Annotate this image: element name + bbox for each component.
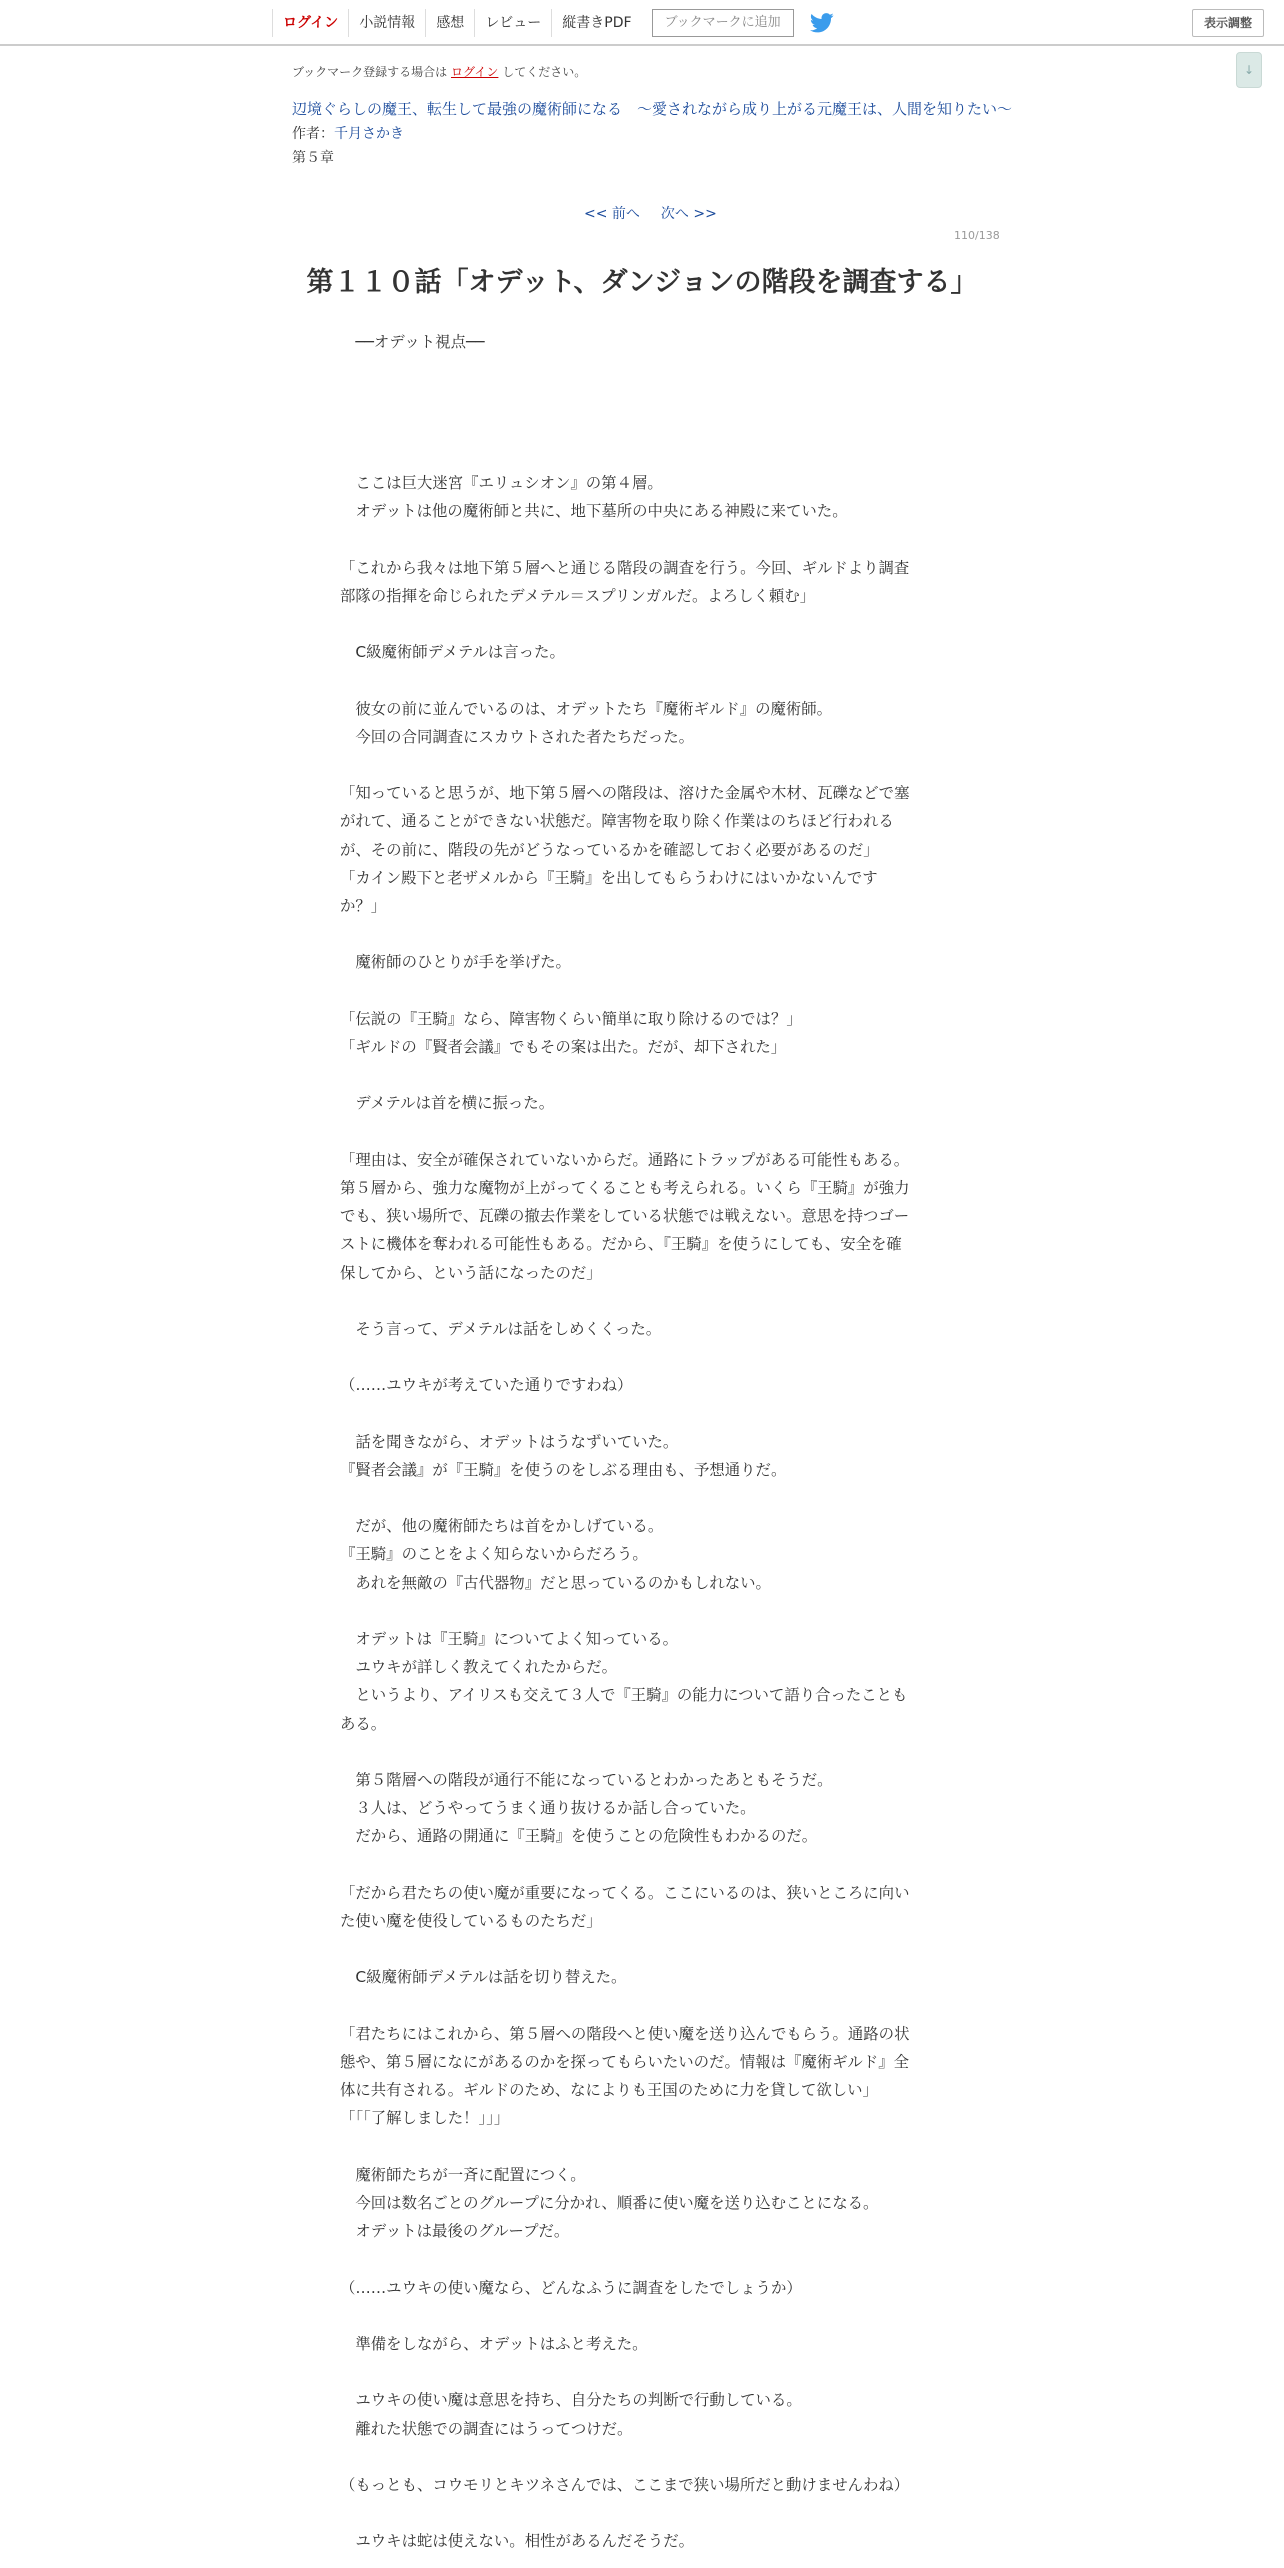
body-line: オデットは『王騎』についてよく知っている。 <box>340 1630 678 1649</box>
notice-prefix: ブックマーク登録する場合は <box>292 65 448 79</box>
notice-suffix: してください。 <box>502 65 587 79</box>
body-line <box>340 384 940 412</box>
body-line: た使い魔を使役しているものたちだ」 <box>340 1912 602 1931</box>
body-line: 「ギルドの『賢者会議』でもその案は出た。だが、却下された」 <box>340 1037 787 1056</box>
author-line <box>292 123 404 143</box>
body-line: ユウキは蛇は使えない。相性があるんだそうだ。 <box>340 2532 694 2551</box>
body-line: ユウキが詳しく教えてくれたからだ。 <box>340 1658 618 1677</box>
body-line: （……ユウキの使い魔なら、どんなふうに調査をしたでしょうか） <box>340 2278 802 2297</box>
body-line: 「君たちにはこれから、第５層への階段へと使い魔を送り込んでもらう。通路の状 <box>340 2024 910 2043</box>
body-line: が、その前に、階段の先がどうなっているかを確認しておく必要があるのだ」 <box>340 840 879 859</box>
body-line: 「「「了解しました！」」」 <box>340 2109 510 2128</box>
body-line: 今回は数名ごとのグループに分かれ、順番に使い魔を送り込むことになる。 <box>340 2194 879 2213</box>
top-navigation-bar <box>0 0 1284 46</box>
body-line: 部隊の指揮を命じられたデメテル＝スプリンガルだ。よろしく頼む」 <box>340 586 816 605</box>
body-line: （もっとも、コウモリとキツネさんでは、ここまで狭い場所だと動けませんわね） <box>340 2476 910 2495</box>
author-link[interactable]: 千月さかき <box>334 126 404 142</box>
body-line <box>340 2443 940 2471</box>
body-line: だが、他の魔術師たちは首をかしげている。 <box>340 1517 664 1536</box>
body-line <box>340 2245 940 2273</box>
body-line <box>340 356 940 384</box>
body-line: 魔術師のひとりが手を挙げた。 <box>340 953 571 972</box>
body-line: 準備をしながら、オデットはふと考えた。 <box>340 2335 648 2354</box>
body-line <box>340 1935 940 1963</box>
body-line: か？」 <box>340 896 387 915</box>
next-episode-link[interactable]: 次へ >> <box>660 206 717 222</box>
body-line: というより、アイリスも交えて３人で『王騎』の能力について語り合ったことも <box>340 1686 908 1705</box>
scroll-down-tab[interactable]: ↓ <box>1236 52 1262 88</box>
prev-episode-link[interactable]: << 前へ <box>584 206 640 222</box>
body-line: オデットは最後のグループだ。 <box>340 2222 570 2241</box>
body-line: 「知っていると思うが、地下第５層への階段は、溶けた金属や木材、瓦礫などで塞 <box>340 784 910 803</box>
body-line <box>340 610 940 638</box>
body-line <box>340 920 940 948</box>
body-line: 離れた状態での調査にはうってつけだ。 <box>340 2419 633 2438</box>
twitter-icon-svg <box>810 13 834 33</box>
notice-login-link[interactable]: ログイン <box>451 65 499 79</box>
body-line: 保してから、という話になったのだ」 <box>340 1263 602 1282</box>
body-line: 「だから君たちの使い魔が重要になってくる。ここにいるのは、狭いところに向い <box>340 1883 910 1902</box>
body-line <box>340 1484 940 1512</box>
body-line: 「理由は、安全が確保されていないからだ。通路にトラップがある可能性もある。 <box>340 1150 910 1169</box>
body-line <box>340 1851 940 1879</box>
episode-title: 第１１０話「オデット、ダンジョンの階段を調査する」 <box>306 267 978 298</box>
body-line <box>340 1343 940 1371</box>
login-link[interactable]: ログイン <box>272 9 348 37</box>
bookmark-login-notice <box>292 63 586 80</box>
impressions-link[interactable]: 感想 <box>425 9 474 37</box>
body-line: ここは巨大迷宮『エリュシオン』の第４層。 <box>340 473 663 492</box>
body-line: 第５階層への階段が通行不能になっているとわかったあともそうだ。 <box>340 1771 833 1790</box>
review-link[interactable]: レビュー <box>474 9 551 37</box>
main-nav <box>272 9 836 37</box>
page-count: 110/138 <box>954 229 1000 242</box>
body-line: C級魔術師デメテルは話を切り替えた。 <box>340 1968 627 1987</box>
body-line: C級魔術師デメテルは言った。 <box>340 643 565 662</box>
body-line: だから、通路の開通に『王騎』を使うことの危険性もわかるのだ。 <box>340 1827 818 1846</box>
body-line <box>340 666 940 694</box>
body-line: あれを無敵の『古代器物』だと思っているのかもしれない。 <box>340 1573 771 1592</box>
body-line: 彼女の前に並んでいるのは、オデットたち『魔術ギルド』の魔術師。 <box>340 699 833 718</box>
body-line: でも、狭い場所で、瓦礫の撤去作業をしている状態では戦えない。意思を持つゴー <box>340 1207 910 1226</box>
series-title-link[interactable]: 辺境ぐらしの魔王、転生して最強の魔術師になる 〜愛されながら成り上がる元魔王は、人間を知りたい〜 <box>292 100 1013 118</box>
body-line: ３人は、どうやってうまく通り抜けるか話し合っていた。 <box>340 1799 756 1818</box>
body-line: 態や、第５層になにがあるのかを探ってもらいたいのだ。情報は『魔術ギルド』全 <box>340 2053 909 2072</box>
body-line <box>340 441 940 469</box>
body-line <box>340 977 940 1005</box>
body-line: 第５層から、強力な魔物が上がってくることも考えられる。いくら『王騎』が強力 <box>340 1178 910 1197</box>
body-line: 魔術師たちが一斉に配置につく。 <box>340 2165 586 2184</box>
body-line <box>340 525 940 553</box>
body-line <box>340 1287 940 1315</box>
body-line: （……ユウキが考えていた通りですわね） <box>340 1376 633 1395</box>
body-line <box>340 413 940 441</box>
body-line <box>340 2358 940 2386</box>
body-line: 『王騎』のことをよく知らないからだろう。 <box>340 1545 648 1564</box>
body-line <box>340 2133 940 2161</box>
body-line: デメテルは首を横に振った。 <box>340 1094 555 1113</box>
vertical-pdf-link[interactable]: 縦書きPDF <box>551 9 641 37</box>
body-line: 今回の合同調査にスカウトされた者たちだった。 <box>340 727 694 746</box>
add-bookmark-button[interactable]: ブックマークに追加 <box>652 9 794 37</box>
body-line: ユウキの使い魔は意思を持ち、自分たちの判断で行動している。 <box>340 2391 802 2410</box>
twitter-bird-icon[interactable] <box>810 12 836 34</box>
body-line: ある。 <box>340 1714 387 1733</box>
body-line: そう言って、デメテルは話をしめくくった。 <box>340 1319 662 1338</box>
body-line <box>340 1061 940 1089</box>
body-line: ストに機体を奪われる可能性もある。だから、『王騎』を使うにしても、安全を確 <box>340 1235 902 1254</box>
body-line: オデットは他の魔術師と共に、地下墓所の中央にある神殿に来ていた。 <box>340 502 848 521</box>
body-line <box>340 1597 940 1625</box>
novel-info-link[interactable]: 小説情報 <box>348 9 425 37</box>
body-line: がれて、通ることができない状態だ。障害物を取り除く作業はのちほど行われる <box>340 812 894 831</box>
body-line <box>340 751 940 779</box>
author-label: 作者： <box>292 126 334 142</box>
body-line <box>340 1118 940 1146</box>
chapter-label: 第５章 <box>292 150 334 166</box>
body-line <box>340 1992 940 2020</box>
body-line: 体に共有される。ギルドのため、なによりも王国のために力を貸して欲しい」 <box>340 2081 878 2100</box>
body-line <box>340 2302 940 2330</box>
body-line: 『賢者会議』が『王騎』を使うのをしぶる理由も、予想通りだ。 <box>340 1460 787 1479</box>
body-line: 話を聞きながら、オデットはうなずいていた。 <box>340 1432 679 1451</box>
episode-pager <box>584 203 717 223</box>
body-line <box>340 2499 940 2527</box>
body-line: 「カイン殿下と老ザメルから『王騎』を出してもらうわけにはいかないんです <box>340 868 878 887</box>
body-line: 「これから我々は地下第５層へと通じる階段の調査を行う。今回、ギルドより調査 <box>340 558 910 577</box>
body-line: 「伝説の『王騎』なら、障害物くらい簡単に取り除けるのでは？」 <box>340 1009 802 1028</box>
novel-body <box>340 328 940 2556</box>
body-line <box>340 1738 940 1766</box>
display-settings-button[interactable]: 表示調整 <box>1192 9 1264 37</box>
body-line <box>340 1400 940 1428</box>
body-line: ──オデット視点── <box>340 333 485 351</box>
